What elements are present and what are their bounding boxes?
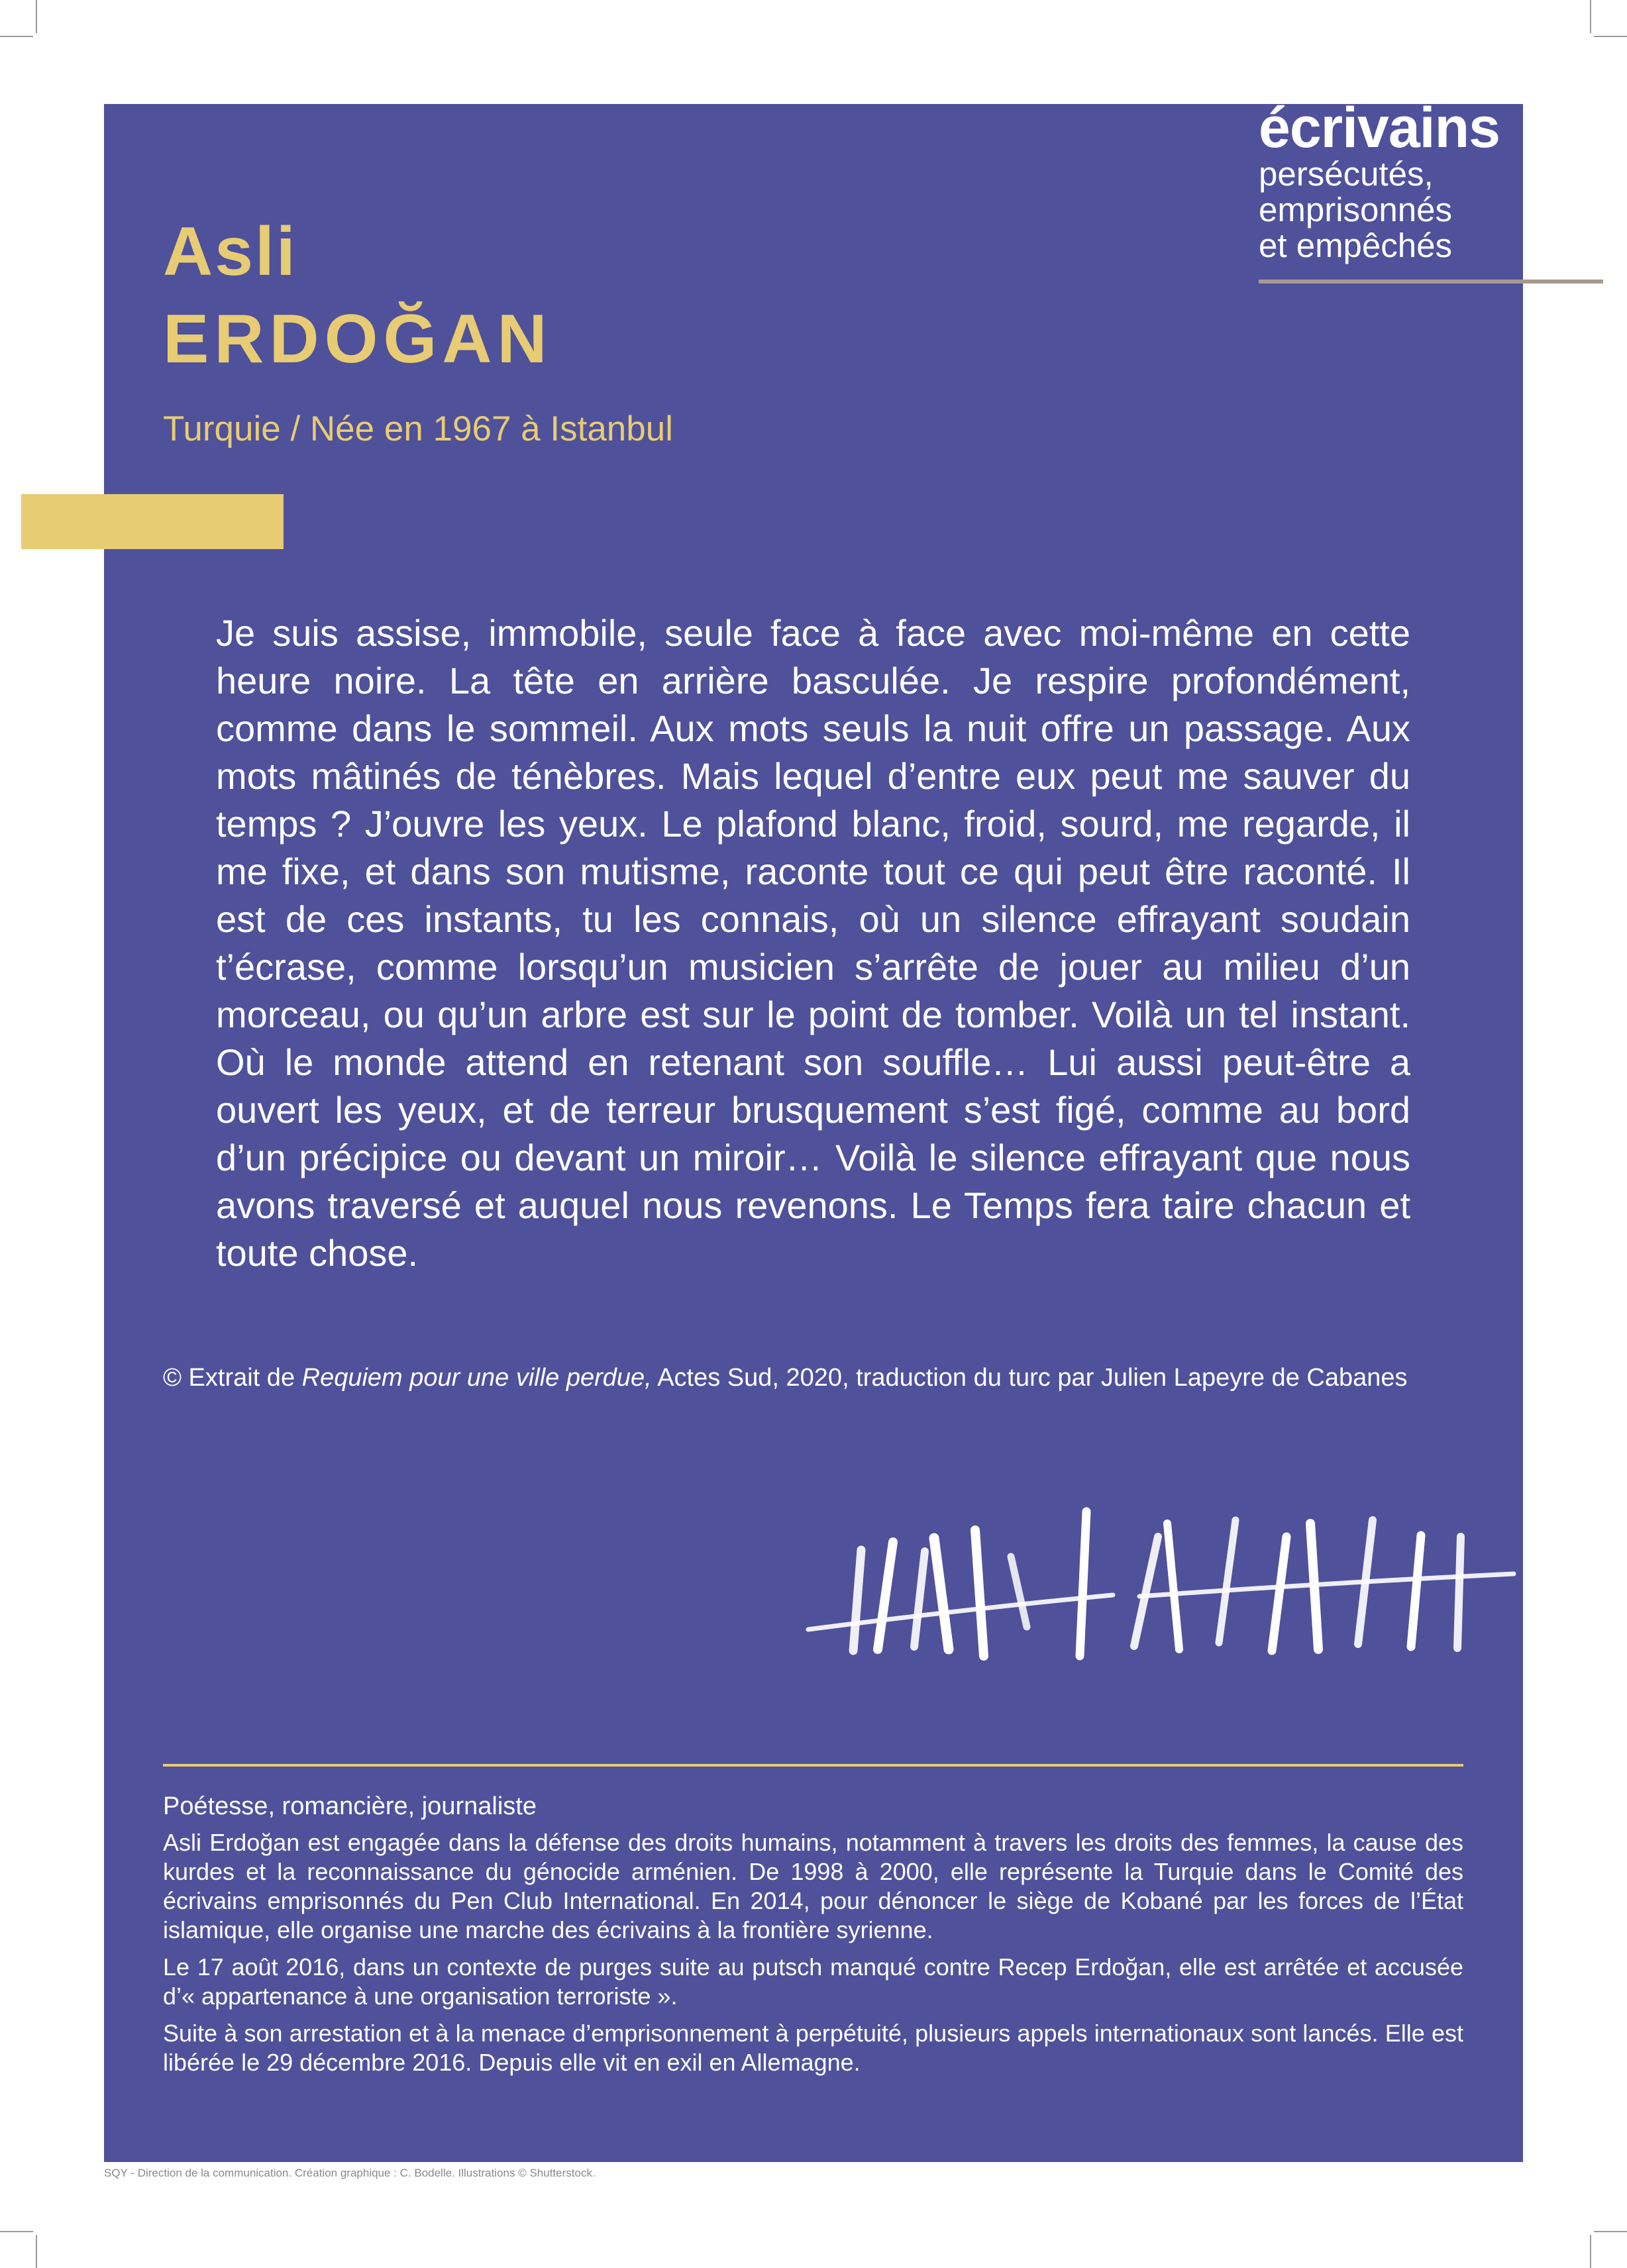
quote-credit [163, 1362, 1422, 1394]
credit-title: Requiem pour une ville perdue, [301, 1364, 652, 1392]
author-subtitle: Turquie / Née en 1967 à Istanbul [163, 409, 674, 448]
bio-kicker: Poétesse, romancière, journaliste [163, 1792, 537, 1820]
credit-prefix: © Extrait de [163, 1364, 302, 1392]
prison-tally-marks-icon [795, 1497, 1524, 1669]
brand-line: et empêchés [1259, 227, 1453, 264]
bio-paragraph: Asli Erdoğan est engagée dans la défense des droits humains, notamment à travers les droits des femmes, la cause des kurdes et la reconnaissance du génocide arménien. De 1998 à 2000, elle représente la Turquie dans le Comité des écrivains emprisonnés du Pen Club International. En 2014, pour dénoncer le siège de Kobané par les forces de l’État islamique, elle organise une marche des écrivains à la frontière syrienne. [163, 1829, 1463, 1943]
author-first-name: Asli [163, 213, 297, 290]
crop-mark [36, 0, 37, 33]
bio-text [163, 1828, 1463, 2085]
crop-mark [1594, 2231, 1627, 2232]
crop-mark [1590, 0, 1591, 33]
brand-logo [1259, 96, 1500, 264]
credit-suffix: Actes Sud, 2020, traduction du turc par Julien Lapeyre de Cabanes [651, 1364, 1408, 1392]
accent-bar [21, 494, 284, 549]
crop-mark [0, 36, 33, 37]
brand-main: écrivains [1259, 96, 1500, 160]
bio-paragraph: Suite à son arrestation et à la menace d’emprisonnement à perpétuité, plusieurs appels internationaux sont lancés. Elle est libérée le 29 décembre 2016. Depuis elle vit en exil en Allemagne. [163, 2020, 1463, 2076]
brand-line: persécutés, [1259, 155, 1434, 193]
crop-mark [1590, 2235, 1591, 2268]
crop-mark [0, 2231, 33, 2232]
brand-line: emprisonnés [1259, 191, 1452, 229]
crop-mark [36, 2235, 37, 2268]
author-last-name: ERDOĞAN [163, 301, 552, 378]
quote-text: Je suis assise, immobile, seule face à face avec moi-même en cette heure noire. La tête en arrière basculée. Je respire profondément, comme dans le sommeil. Aux mots seuls la nuit offre un passage. Aux mots mâtinés de ténèbres. Mais lequel d’entre eux peut me sauver du temps ? J’ouvre les yeux. Le plafond blanc, froid, sourd, me regarde, il me fixe, et dans son mutisme, raconte tout ce qui peut être raconté. Il est de ces instants, tu les connais, où un silence effrayant soudain t’écrase, comme lorsqu’un musicien s’arrête de jouer au milieu d’un morceau, ou qu’un arbre est sur le point de tomber. Voilà un tel instant. Où le monde attend en retenant son souffle… Lui aussi peut-être a ouvert les yeux, et de terreur brusquement s’est figé, comme au bord d’un précipice ou devant un miroir… Voilà le silence effrayant que nous avons traversé et auquel nous revenons. Le Temps fera taire chacun et toute chose. [216, 612, 1410, 1274]
crop-mark [1594, 36, 1627, 37]
footnote: SQY - Direction de la communication. Création graphique : C. Bodelle. Illustrations © Shutterstock. [104, 2167, 596, 2179]
bio-paragraph: Le 17 août 2016, dans un contexte de purges suite au putsch manqué contre Recep Erdoğan, elle est arrêtée et accusée d’« appartenance à une organisation terroriste ». [163, 1953, 1463, 2010]
brand-divider [1259, 280, 1603, 284]
bio-divider [163, 1764, 1463, 1767]
